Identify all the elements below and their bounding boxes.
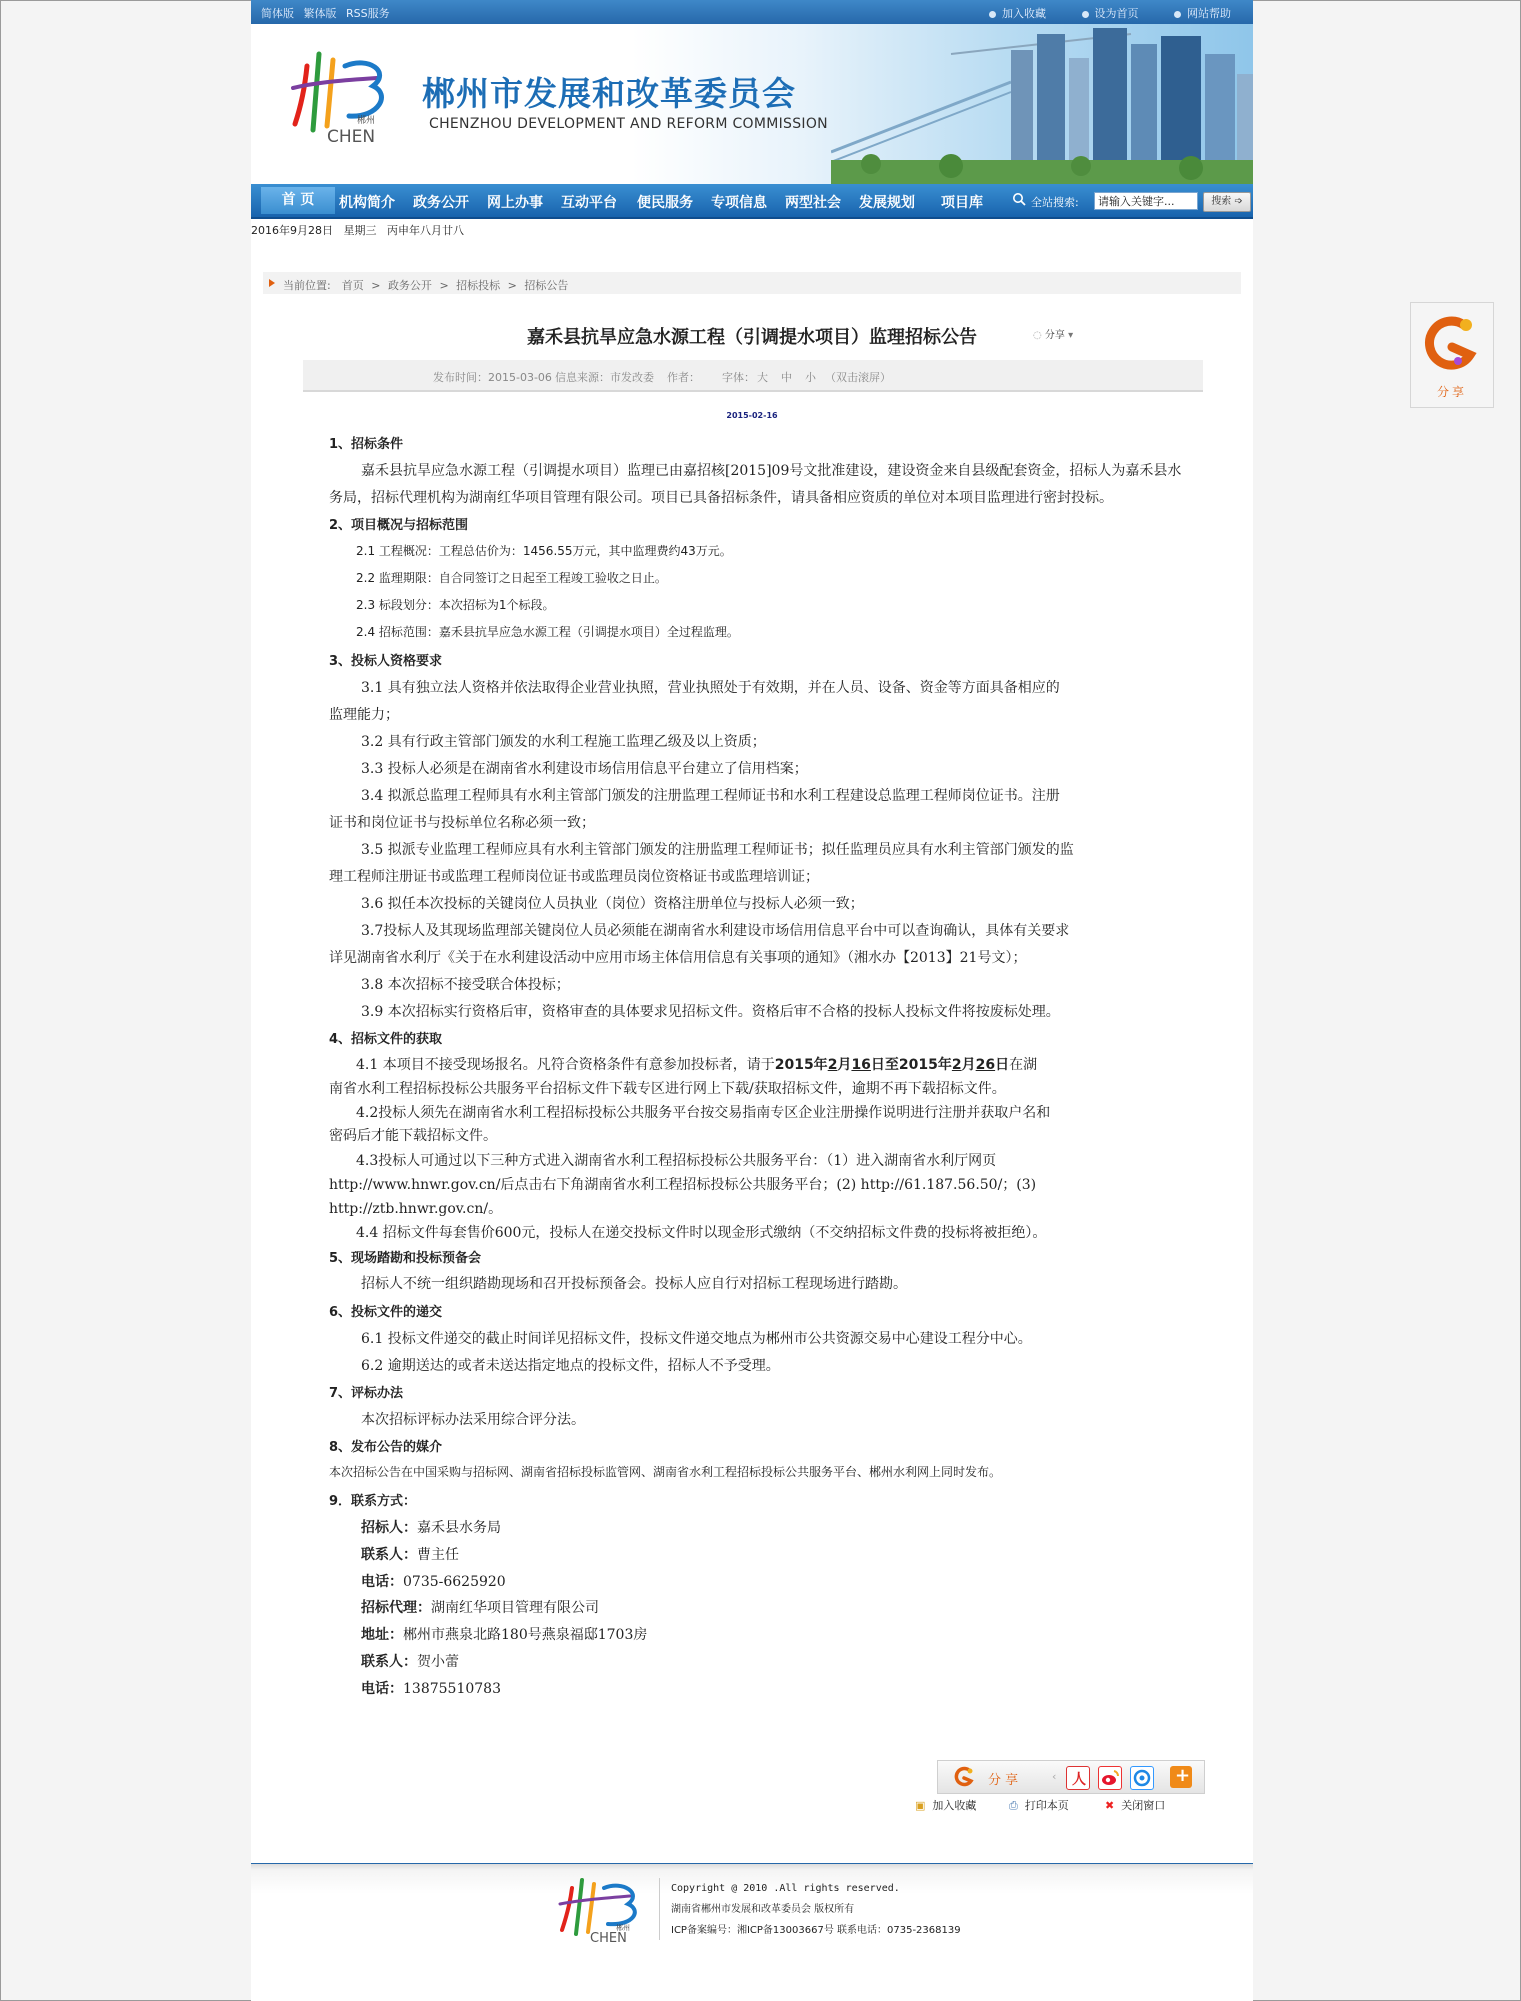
breadcrumb-affairs[interactable]: 政务公开 xyxy=(387,279,432,292)
chevron-down-icon: ▾ xyxy=(1068,330,1074,341)
footer-info xyxy=(671,1878,961,1941)
city-skyline-icon xyxy=(831,24,1253,184)
logo-text: CHEN xyxy=(327,127,376,146)
contact-line: 联系人：贺小蕾 xyxy=(361,1654,459,1670)
paragraph-line: 3.4 拟派总监理工程师具有水利主管部门颁发的注册监理工程师证书和水利工程建设总监理工程师岗位证书。注册 xyxy=(361,788,1060,804)
dblclick-scroll-hint: （双击滚屏） xyxy=(825,371,891,384)
share-small-button[interactable]: ◌ 分享 ▾ xyxy=(1033,330,1074,341)
bullet-icon xyxy=(1082,11,1089,18)
paragraph-line: 6.2 逾期送达的或者未送达指定地点的投标文件，招标人不予受理。 xyxy=(361,1358,780,1374)
nav-item-org[interactable]: 机构简介 xyxy=(339,195,395,211)
contact-line: 电话：0735-6625920 xyxy=(361,1574,506,1590)
paragraph-line: 2.1 工程概况：工程总估价为：1456.55万元，其中监理费约43万元。 xyxy=(356,544,732,558)
paragraph-line: 证书和岗位证书与投标单位名称必须一致； xyxy=(329,815,595,831)
paragraph-line: 本次招标公告在中国采购与招标网、湖南省招标投标监管网、湖南省水利工程招标投标公共服务平台、郴州水利网上同时发布。 xyxy=(329,1465,1002,1479)
nav-item-affairs[interactable]: 政务公开 xyxy=(413,195,469,211)
weibo-share-icon[interactable] xyxy=(1098,1766,1122,1790)
section-heading: 6、投标文件的递交 xyxy=(329,1305,443,1320)
paragraph-line: 4.4 招标文件每套售价600元，投标人在递交投标文件时以现金形式缴纳（不交纳招标文件费的投标将被拒绝）。 xyxy=(356,1225,1047,1241)
logo-small-text: 郴州 xyxy=(357,116,376,126)
paragraph-line: http://ztb.hnwr.gov.cn/。 xyxy=(329,1201,503,1217)
paragraph-line: 4.2投标人须先在湖南省水利工程招标投标公共服务平台按交易指南专区企业注册操作说明进行注册并获取户名和 xyxy=(356,1105,1051,1121)
nav-item-projects[interactable]: 项目库 xyxy=(941,195,983,211)
footer-logo-text: CHEN xyxy=(590,1931,627,1944)
paragraph-line: 2.3 标段划分：本次招标为1个标段。 xyxy=(356,598,555,612)
search-label: 全站搜索: xyxy=(1031,196,1079,209)
section-heading: 2、项目概况与招标范围 xyxy=(329,518,469,533)
set-home-link[interactable]: 设为首页 xyxy=(1082,7,1139,20)
paragraph-line: 3.2 具有行政主管部门颁发的水利工程施工监理乙级及以上资质； xyxy=(361,734,766,750)
icp-info: ICP备案编号：湘ICP备13003667号 联系电话：0735-2368139 xyxy=(671,1925,961,1936)
paragraph-line: 本次招标评标办法采用综合评分法。 xyxy=(361,1412,585,1428)
nav-item-service[interactable]: 便民服务 xyxy=(637,195,693,211)
copyright-owner: 湖南省郴州市发展和改革委员会 版权所有 xyxy=(671,1904,855,1915)
bullet-icon xyxy=(989,11,996,18)
share-bar xyxy=(937,1760,1205,1794)
chevron-left-icon: ‹ xyxy=(1052,1770,1057,1783)
paragraph-line: 监理能力； xyxy=(329,707,399,723)
floating-share-button[interactable] xyxy=(1410,302,1494,408)
bullet-icon xyxy=(1174,11,1181,18)
nav-item-online[interactable]: 网上办事 xyxy=(487,195,543,211)
site-banner xyxy=(251,24,1253,184)
article-title: 嘉禾县抗旱应急水源工程（引调提水项目）监理招标公告 xyxy=(527,327,977,348)
paragraph-line: 3.6 拟任本次投标的关键岗位人员执业（岗位）资格注册单位与投标人必须一致； xyxy=(361,896,864,912)
paragraph-line: 3.9 本次招标实行资格后审，资格审查的具体要求见招标文件。资格后审不合格的投标人投标文件将按废标处理。 xyxy=(361,1004,1060,1020)
paragraph-line: 3.8 本次招标不接受联合体投标； xyxy=(361,977,570,993)
more-share-icon[interactable]: + xyxy=(1170,1766,1192,1788)
print-icon: ⎙ xyxy=(1009,1799,1018,1812)
breadcrumb-label: 当前位置: xyxy=(283,279,331,292)
section-heading: 1、招标条件 xyxy=(329,437,404,452)
paragraph-line: 密码后才能下载招标文件。 xyxy=(329,1128,497,1144)
nav-item-special[interactable]: 专项信息 xyxy=(711,195,767,211)
paragraph-line: 2.2 监理期限：自合同签订之日起至工程竣工验收之日止。 xyxy=(356,571,667,585)
breadcrumb-arrow-icon xyxy=(269,279,275,287)
breadcrumb-sep-icon: > xyxy=(371,279,381,292)
traditional-link[interactable]: 繁体版 xyxy=(303,7,337,20)
info-source: 信息来源：市发改委 xyxy=(555,371,654,384)
site-title-cn: 郴州市发展和改革委员会 xyxy=(422,74,796,113)
paragraph-line: 3.7投标人及其现场监理部关键岗位人员必须能在湖南省水利建设市场信用信息平台中可以查询确认，具体有关要求 xyxy=(361,923,1070,939)
contact-line: 招标人：嘉禾县水务局 xyxy=(361,1520,501,1536)
floating-share-label: 分享 xyxy=(1436,385,1467,399)
paragraph-line: 南省水利工程招标投标公共服务平台招标文件下载专区进行网上下载/获取招标文件，逾期不再下载招标文件。 xyxy=(329,1081,1006,1097)
footer-logo-icon xyxy=(556,1876,648,1944)
author: 作者： xyxy=(667,371,700,384)
section-heading: 5、现场踏勘和投标预备会 xyxy=(329,1251,482,1266)
breadcrumb-home[interactable]: 首页 xyxy=(341,279,364,292)
search-icon xyxy=(1012,192,1026,206)
contact-line: 招标代理：湖南红华项目管理有限公司 xyxy=(361,1600,599,1616)
print-button[interactable]: ⎙ 打印本页 xyxy=(1009,1799,1069,1812)
paragraph-line: 务局，招标代理机构为湖南红华项目管理有限公司。项目已具备招标条件，请具备相应资质的单位对本项目监理进行密封投标。 xyxy=(329,490,1113,506)
folder-icon: ▣ xyxy=(915,1799,926,1812)
copyright: Copyright @ 2010 .All rights reserved. xyxy=(671,1883,900,1894)
breadcrumb xyxy=(263,272,1241,294)
paragraph-line: 6.1 投标文件递交的截止时间详见招标文件，投标文件递交地点为郴州市公共资源交易中心建设工程分中心。 xyxy=(361,1331,1032,1347)
nav-item-interact[interactable]: 互动平台 xyxy=(561,195,617,211)
contact-line: 电话：13875510783 xyxy=(361,1681,501,1697)
font-mid-button[interactable]: 中 xyxy=(781,371,792,384)
current-date: 2016年9月28日 星期三 丙申年八月廿八 xyxy=(251,224,464,237)
section-heading: 9．联系方式： xyxy=(329,1494,417,1509)
share-small-icon: ◌ xyxy=(1033,330,1042,341)
paragraph-line: 3.5 拟派专业监理工程师应具有水利主管部门颁发的注册监理工程师证书；拟任监理员应具有水利主管部门颁发的监 xyxy=(361,842,1074,858)
article-date-stamp: 2015-02-16 xyxy=(726,411,778,420)
close-icon: ✖ xyxy=(1105,1799,1115,1812)
paragraph-line: 详见湖南省水利厅《关于在水利建设活动中应用市场主体信用信息有关事项的通知》（湘水办【2013】21号文）； xyxy=(329,950,1027,966)
font-small-button[interactable]: 小 xyxy=(805,371,816,384)
section-heading: 3、投标人资格要求 xyxy=(329,654,443,669)
rss-link[interactable]: RSS服务 xyxy=(346,7,390,20)
footer-divider xyxy=(659,1878,660,1940)
nav-item-twotype[interactable]: 两型社会 xyxy=(785,195,841,211)
main-nav xyxy=(251,184,1253,219)
add-favorite-link[interactable]: 加入收藏 xyxy=(989,7,1046,20)
section-heading: 8、发布公告的媒介 xyxy=(329,1440,443,1455)
publish-time: 发布时间：2015-03-06 xyxy=(433,371,552,384)
font-size-label: 字体： xyxy=(722,371,755,384)
renren-share-icon[interactable]: 人 xyxy=(1066,1766,1090,1790)
share-logo-icon xyxy=(1424,311,1480,377)
search-button[interactable]: 搜索 ➩ xyxy=(1203,192,1251,212)
section-heading: 7、评标办法 xyxy=(329,1386,404,1401)
paragraph-line: 4.3投标人可通过以下三种方式进入湖南省水利工程招标投标公共服务平台：（1）进入湖南省水利厅网页 xyxy=(356,1153,997,1169)
share-label: 分 享 xyxy=(988,1773,1019,1788)
simplified-link[interactable]: 简体版 xyxy=(261,7,294,20)
breadcrumb-bidding[interactable]: 招标投标 xyxy=(456,279,501,292)
paragraph-line: 招标人不统一组织踏勘现场和召开投标预备会。投标人应自行对招标工程现场进行踏勘。 xyxy=(361,1276,907,1292)
paragraph-line: 3.1 具有独立法人资格并依法取得企业营业执照，营业执照处于有效期，并在人员、设备、资金等方面具备相应的 xyxy=(361,680,1060,696)
search-input[interactable] xyxy=(1094,192,1198,210)
share-logo-icon[interactable] xyxy=(952,1766,976,1788)
top-bar xyxy=(251,0,1253,24)
font-big-button[interactable]: 大 xyxy=(757,371,768,384)
footer-logo-small-text: 郴州 xyxy=(616,1924,630,1932)
site-logo-icon[interactable] xyxy=(287,46,395,146)
breadcrumb-notice[interactable]: 招标公告 xyxy=(524,279,569,292)
breadcrumb-sep-icon: > xyxy=(439,279,449,292)
contact-line: 联系人：曹主任 xyxy=(361,1547,459,1563)
paragraph-line: 3.3 投标人必须是在湖南省水利建设市场信用信息平台建立了信用档案； xyxy=(361,761,808,777)
footer xyxy=(251,1863,1253,1948)
article-meta xyxy=(303,360,1203,392)
site-title-en: CHENZHOU DEVELOPMENT AND REFORM COMMISSION xyxy=(429,116,828,132)
nav-home[interactable]: 首 页 xyxy=(261,187,335,214)
contact-line: 地址：郴州市燕泉北路180号燕泉福邸1703房 xyxy=(361,1627,648,1643)
add-favorite-button[interactable]: ▣ 加入收藏 xyxy=(915,1799,977,1812)
paragraph-line: http://www.hnwr.gov.cn/后点击右下角湖南省水利工程招标投标公共服务平台；(2) http://61.187.56.50/；(3) xyxy=(329,1177,1037,1193)
breadcrumb-sep-icon: > xyxy=(507,279,517,292)
paragraph-line: 2.4 招标范围：嘉禾县抗旱应急水源工程（引调提水项目）全过程监理。 xyxy=(356,625,739,639)
page-wrapper xyxy=(251,0,1253,2001)
tencent-share-icon[interactable] xyxy=(1130,1766,1154,1790)
paragraph-line: 理工程师注册证书或监理工程师岗位证书或监理员岗位资格证书或监理培训证； xyxy=(329,869,819,885)
section-heading: 4、招标文件的获取 xyxy=(329,1032,443,1047)
nav-item-planning[interactable]: 发展规划 xyxy=(859,195,915,211)
close-window-button[interactable]: ✖ 关闭窗口 xyxy=(1105,1799,1166,1812)
site-help-link[interactable]: 网站帮助 xyxy=(1174,7,1231,20)
paragraph-line: 4.1 本项目不接受现场报名。凡符合资格条件有意参加投标者，请于2015年2月16日至2015年2月26日在湖 xyxy=(356,1057,1038,1073)
paragraph-line: 嘉禾县抗旱应急水源工程（引调提水项目）监理已由嘉招核[2015]09号文批准建设，建设资金来自县级配套资金，招标人为嘉禾县水 xyxy=(361,463,1182,479)
